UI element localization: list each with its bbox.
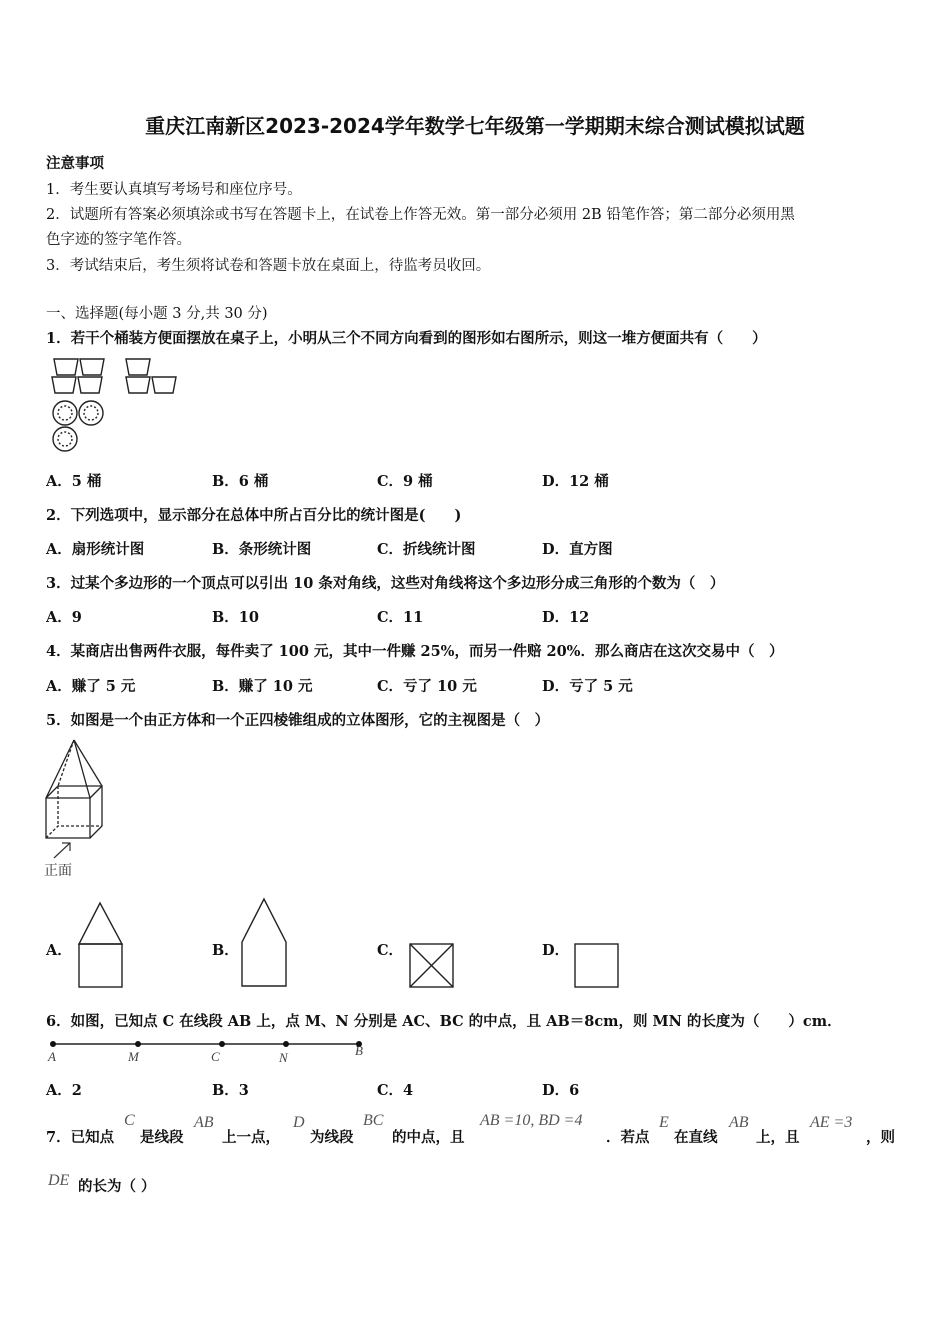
q6-stem: 6．如图，已知点 C 在线段 AB 上，点 M、N 分别是 AC、BC 的中点，且 AB＝8cm，则 MN 的长度为（ ）cm． — [46, 1013, 842, 1030]
q7-text-4: 为线段 — [310, 1129, 354, 1146]
notice-item-2-line-1: 2．试题所有答案必须填涂或书写在答题卡上，在试卷上作答无效。第一部分必须用 2B 铅笔作答；第二部分必须用黑 — [46, 207, 795, 223]
q7-math-d: D — [293, 1114, 305, 1131]
q4-option-c: C．亏了 10 元 — [377, 678, 477, 695]
q7-text-10: 的长为（ ） — [78, 1178, 156, 1195]
q5-stem: 5．如图是一个由正方体和一个正四棱锥组成的立体图形，它的主视图是（ ） — [46, 712, 550, 729]
q5-option-c-figure — [408, 942, 456, 988]
page-title: 重庆江南新区2023-2024学年数学七年级第一学期期末综合测试模拟试题 — [145, 114, 805, 138]
q3-option-a: A．9 — [46, 609, 82, 626]
q1-option-a: A．5 桶 — [46, 473, 102, 490]
q1-three-views-figure — [48, 355, 188, 455]
notice-item-1: 1．考生要认真填写考场号和座位序号。 — [46, 182, 302, 198]
point-b-label: B — [355, 1043, 363, 1058]
q5-option-a-label: A． — [46, 942, 72, 959]
q7-text-3: 上一点， — [222, 1129, 280, 1146]
q6-option-b: B．3 — [212, 1082, 249, 1099]
q7-math-de: DE — [48, 1172, 70, 1189]
q7-text-7: 在直线 — [674, 1129, 718, 1146]
q6-segment-figure — [48, 1036, 368, 1066]
q7-text-1: 7．已知点 — [46, 1129, 115, 1146]
q1-stem: 1．若干个桶装方便面摆放在桌子上，小明从三个不同方向看到的图形如右图所示，则这一堆方便面共有（ ） — [46, 330, 767, 347]
q4-option-d: D．亏了 5 元 — [542, 678, 633, 695]
q2-option-c: C．折线统计图 — [377, 541, 476, 558]
q6-option-a: A．2 — [46, 1082, 82, 1099]
q4-option-a: A．赚了 5 元 — [46, 678, 136, 695]
q2-option-d: D．直方图 — [542, 541, 613, 558]
q7-text-8: 上，且 — [756, 1129, 800, 1146]
q7-text-2: 是线段 — [140, 1129, 184, 1146]
point-n-label: N — [279, 1050, 288, 1065]
q4-option-b: B．赚了 10 元 — [212, 678, 313, 695]
q1-option-d: D．12 桶 — [542, 473, 609, 490]
arrow-icon — [52, 840, 76, 860]
q7-text-6: ．若点 — [606, 1129, 650, 1146]
section-heading: 一、选择题(每小题 3 分,共 30 分) — [46, 306, 268, 322]
q6-option-c: C．4 — [377, 1082, 414, 1099]
q1-option-c: C．9 桶 — [377, 473, 433, 490]
q3-stem: 3．过某个多边形的一个顶点可以引出 10 条对角线，这些对角线将这个多边形分成三角形的个数为（ ） — [46, 575, 725, 592]
q2-stem: 2．下列选项中，显示部分在总体中所占百分比的统计图是( ) — [46, 507, 462, 524]
q5-option-c-label: C． — [377, 942, 404, 959]
point-m-label: M — [128, 1049, 139, 1064]
q6-option-d: D．6 — [542, 1082, 580, 1099]
q7-math-ae: AE =3 — [810, 1114, 853, 1131]
q2-option-b: B．条形统计图 — [212, 541, 312, 558]
q3-option-d: D．12 — [542, 609, 590, 626]
q7-math-ab-2: AB — [729, 1114, 749, 1131]
q7-math-ab: AB — [194, 1114, 214, 1131]
q7-text-5: 的中点，且 — [392, 1129, 465, 1146]
q4-stem: 4．某商店出售两件衣服，每件卖了 100 元，其中一件赚 25%，而另一件赔 20%．那么商店在这次交易中（ ） — [46, 643, 784, 660]
q1-option-b: B．6 桶 — [212, 473, 269, 490]
q5-option-a-figure — [78, 902, 124, 988]
notice-item-2-line-2: 色字迹的签字笔作答。 — [46, 232, 191, 248]
q3-option-b: B．10 — [212, 609, 259, 626]
point-a-label: A — [48, 1049, 56, 1064]
q7-math-condition: AB =10, BD =4 — [480, 1112, 583, 1129]
q5-option-b-figure — [240, 898, 288, 988]
q7-text-9: ，则 — [866, 1129, 895, 1146]
q5-option-d-figure — [573, 942, 621, 988]
notice-heading: 注意事项 — [46, 155, 104, 172]
q5-solid-figure — [44, 738, 108, 842]
q3-option-c: C．11 — [377, 609, 424, 626]
q5-front-label: 正面 — [44, 863, 72, 879]
q5-option-d-label: D． — [542, 942, 570, 959]
q7-math-bc: BC — [363, 1112, 384, 1129]
q5-option-b-label: B． — [212, 942, 239, 959]
q7-math-e: E — [659, 1114, 669, 1131]
point-c-label: C — [211, 1049, 220, 1064]
q2-option-a: A．扇形统计图 — [46, 541, 145, 558]
notice-item-3: 3．考试结束后，考生须将试卷和答题卡放在桌面上，待监考员收回。 — [46, 258, 491, 274]
q7-math-c: C — [124, 1112, 135, 1129]
